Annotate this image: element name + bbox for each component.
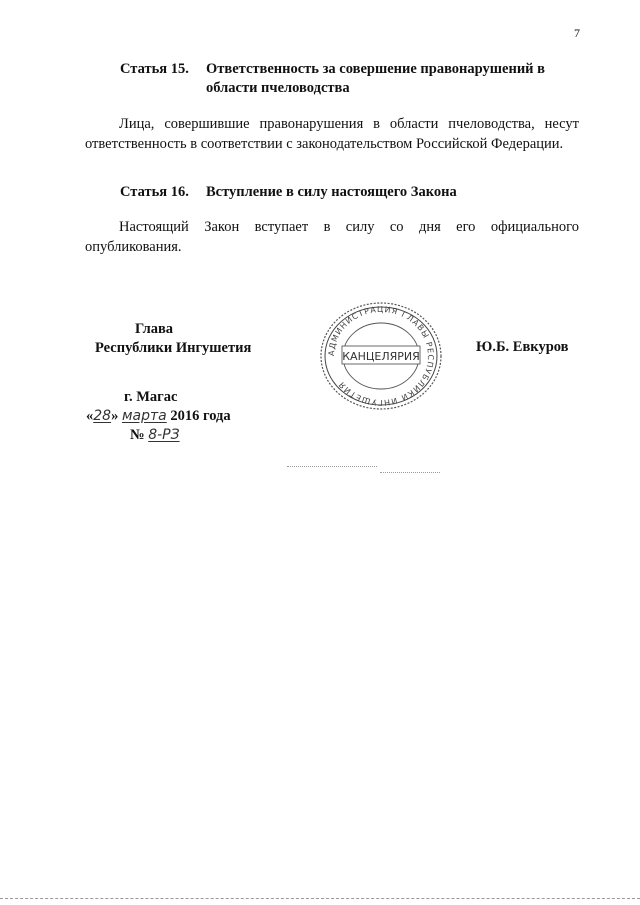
article-15-heading (120, 60, 580, 98)
article-15-number: Статья 15. (120, 61, 189, 77)
scan-artifact (287, 466, 377, 468)
signer-name: Ю.Б. Евкуров (476, 339, 569, 355)
article-15-text: Лица, совершившие правонарушения в области пчеловодства, несут ответственность в соответствии с законодательством Российской Федерации. (85, 116, 579, 152)
article-16-number: Статья 16. (120, 184, 189, 200)
article-16-text: Настоящий Закон вступает в силу со дня его официального опубликования. (85, 219, 579, 255)
signer-title-line1: Глава (135, 321, 174, 337)
scan-artifact (0, 898, 640, 900)
signing-date (86, 408, 231, 425)
date-day-handwritten: 28 (93, 408, 112, 424)
law-number (130, 427, 180, 444)
signer-title-line2: Республики Ингушетия (95, 340, 252, 356)
date-close-quote: » (111, 408, 119, 424)
article-15-title: Ответственность за совершение правонарушений в области пчеловодства (206, 61, 545, 96)
date-month-handwritten: марта (121, 408, 167, 424)
date-open-quote: « (86, 408, 94, 424)
law-number-handwritten: 8-РЗ (148, 427, 180, 443)
official-seal (318, 300, 444, 412)
seal-center-text: КАНЦЕЛЯРИЯ (342, 350, 420, 363)
page-number: 7 (574, 26, 580, 40)
date-year: 2016 года (170, 408, 231, 424)
scan-artifact (380, 472, 440, 474)
city: г. Магас (124, 389, 178, 405)
law-number-label: № (130, 427, 145, 443)
seal-ring-text: АДМИНИСТРАЦИЯ ГЛАВЫ РЕСПУБЛИКИ ИНГУШЕТИЯ (326, 304, 436, 408)
article-16-heading (120, 183, 580, 202)
article-16-title: Вступление в силу настоящего Закона (206, 184, 457, 200)
